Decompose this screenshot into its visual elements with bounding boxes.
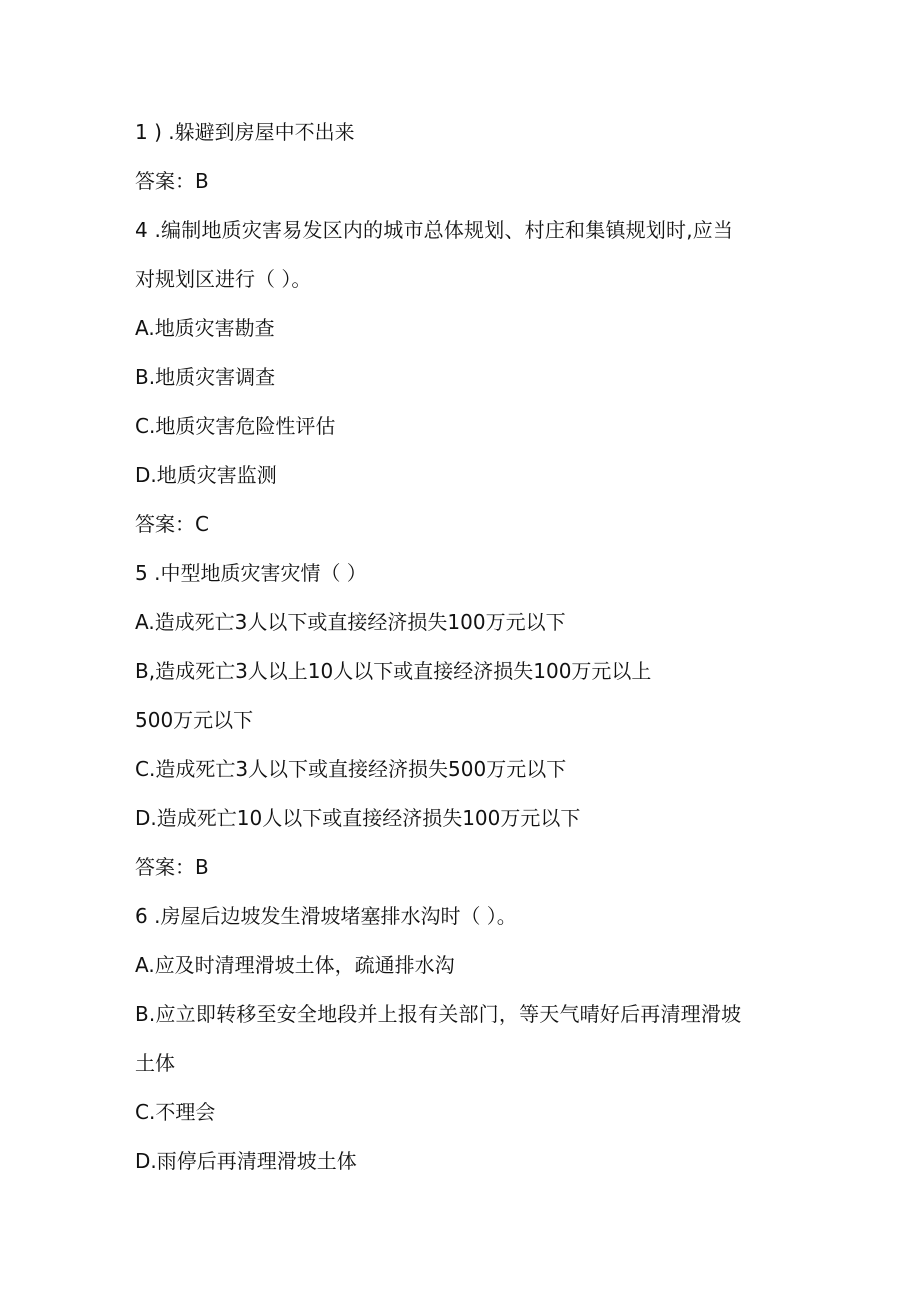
answer-line-5: 答案：B xyxy=(135,855,209,879)
question-5-option-b-line-2: 500万元以下 xyxy=(135,708,254,732)
question-4-option-d: D.地质灾害监测 xyxy=(135,463,277,487)
question-5-option-a: A.造成死亡3人以下或直接经济损失100万元以下 xyxy=(135,610,566,634)
question-6-option-c: C.不理会 xyxy=(135,1100,216,1124)
question-4-line-2: 对规划区进行（ ）。 xyxy=(135,267,312,291)
question-4-option-b: B.地质灾害调查 xyxy=(135,365,276,389)
question-5-option-b-line-1: B,造成死亡3人以上10人以下或直接经济损失100万元以上 xyxy=(135,659,652,683)
option-line-1: 1 ) .躲避到房屋中不出来 xyxy=(135,120,355,144)
question-4-line-1: 4 .编制地质灾害易发区内的城市总体规划、村庄和集镇规划时,应当 xyxy=(135,218,734,242)
answer-line-3: 答案：B xyxy=(135,169,209,193)
question-5-line-1: 5 .中型地质灾害灾情（ ） xyxy=(135,561,367,585)
question-6-option-b-line-1: B.应立即转移至安全地段并上报有关部门，等天气晴好后再清理滑坡 xyxy=(135,1002,742,1026)
answer-line-4: 答案：C xyxy=(135,512,209,536)
question-6-option-d: D.雨停后再清理滑坡土体 xyxy=(135,1149,357,1173)
question-4-option-c: C.地质灾害危险性评估 xyxy=(135,414,336,438)
question-4-option-a: A.地质灾害勘查 xyxy=(135,316,275,340)
question-5-option-c: C.造成死亡3人以下或直接经济损失500万元以下 xyxy=(135,757,567,781)
question-6-option-a: A.应及时清理滑坡土体，疏通排水沟 xyxy=(135,953,455,977)
question-6-option-b-line-2: 土体 xyxy=(135,1051,175,1075)
question-5-option-d: D.造成死亡10人以下或直接经济损失100万元以下 xyxy=(135,806,581,830)
question-6-line-1: 6 .房屋后边坡发生滑坡堵塞排水沟时（ ）。 xyxy=(135,904,517,928)
